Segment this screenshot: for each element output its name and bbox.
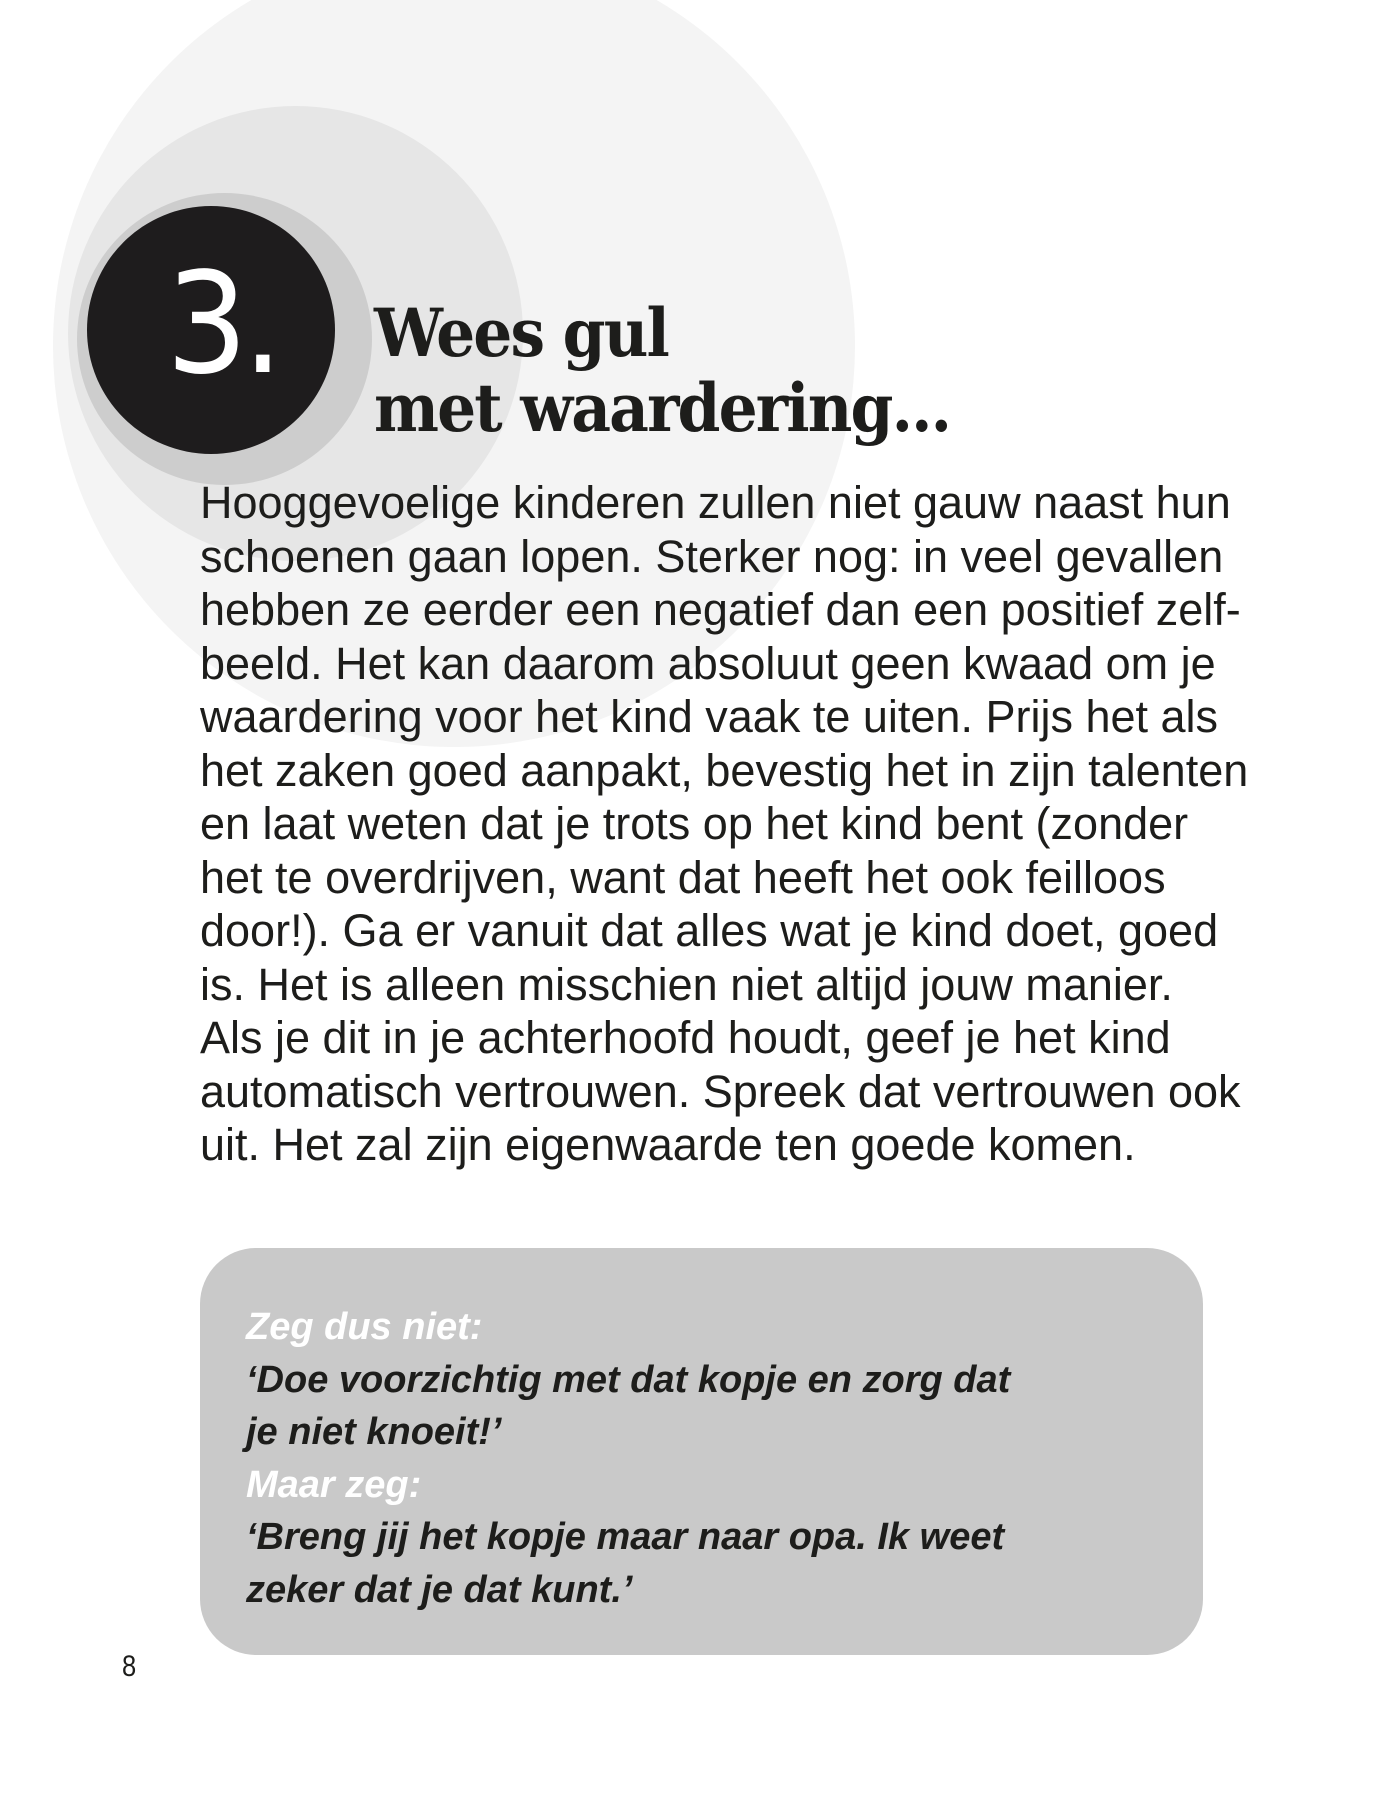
body-line: uit. Het zal zijn eigenwaarde ten goede komen. — [200, 1119, 1136, 1170]
do-say-quote-line: ‘Breng jij het kopje maar naar opa. Ik weet — [246, 1516, 1005, 1559]
do-say-quote-line: zeker dat je dat kunt.’ — [246, 1568, 633, 1611]
dont-say-label: Zeg dus niet: — [246, 1306, 483, 1348]
body-line: hebben ze eerder een negatief dan een positief zelf- — [200, 584, 1241, 635]
body-line: door!). Ga er vanuit dat alles wat je kind doet, goed — [200, 905, 1219, 956]
chapter-title — [374, 296, 950, 446]
body-line: het te overdrijven, want dat heeft het ook feilloos — [200, 851, 1166, 903]
tip-callout-content — [246, 1301, 1010, 1617]
body-line: automatisch vertrouwen. Spreek dat vertrouwen ook — [200, 1065, 1241, 1117]
chapter-title-line-1: Wees gul — [374, 294, 668, 372]
body-line: Als je dit in je achterhoofd houdt, geef je het kind — [200, 1012, 1171, 1063]
dont-say-quote-line: ‘Doe voorzichtig met dat kopje en zorg dat — [246, 1358, 1011, 1401]
body-line: beeld. Het kan daarom absoluut geen kwaad om je — [200, 637, 1216, 689]
body-line: is. Het is alleen misschien niet altijd jouw manier. — [200, 958, 1173, 1010]
body-line: waardering voor het kind vaak te uiten. Prijs het als — [200, 691, 1219, 742]
dont-say-quote-line: je niet knoeit!’ — [246, 1411, 502, 1454]
body-line: Hooggevoelige kinderen zullen niet gauw naast hun — [200, 477, 1231, 528]
body-line: en laat weten dat je trots op het kind bent (zonder — [200, 798, 1189, 849]
do-say-label: Maar zeg: — [246, 1463, 422, 1506]
page-number: 8 — [122, 1650, 137, 1683]
body-line: het zaken goed aanpakt, bevestig het in zijn talenten — [200, 744, 1249, 796]
body-paragraph — [200, 476, 1249, 1172]
chapter-number: 3. — [166, 243, 278, 406]
tip-callout-box — [200, 1248, 1203, 1655]
chapter-title-line-2: met waardering... — [374, 369, 951, 447]
body-line: schoenen gaan lopen. Sterker nog: in veel gevallen — [200, 530, 1224, 582]
